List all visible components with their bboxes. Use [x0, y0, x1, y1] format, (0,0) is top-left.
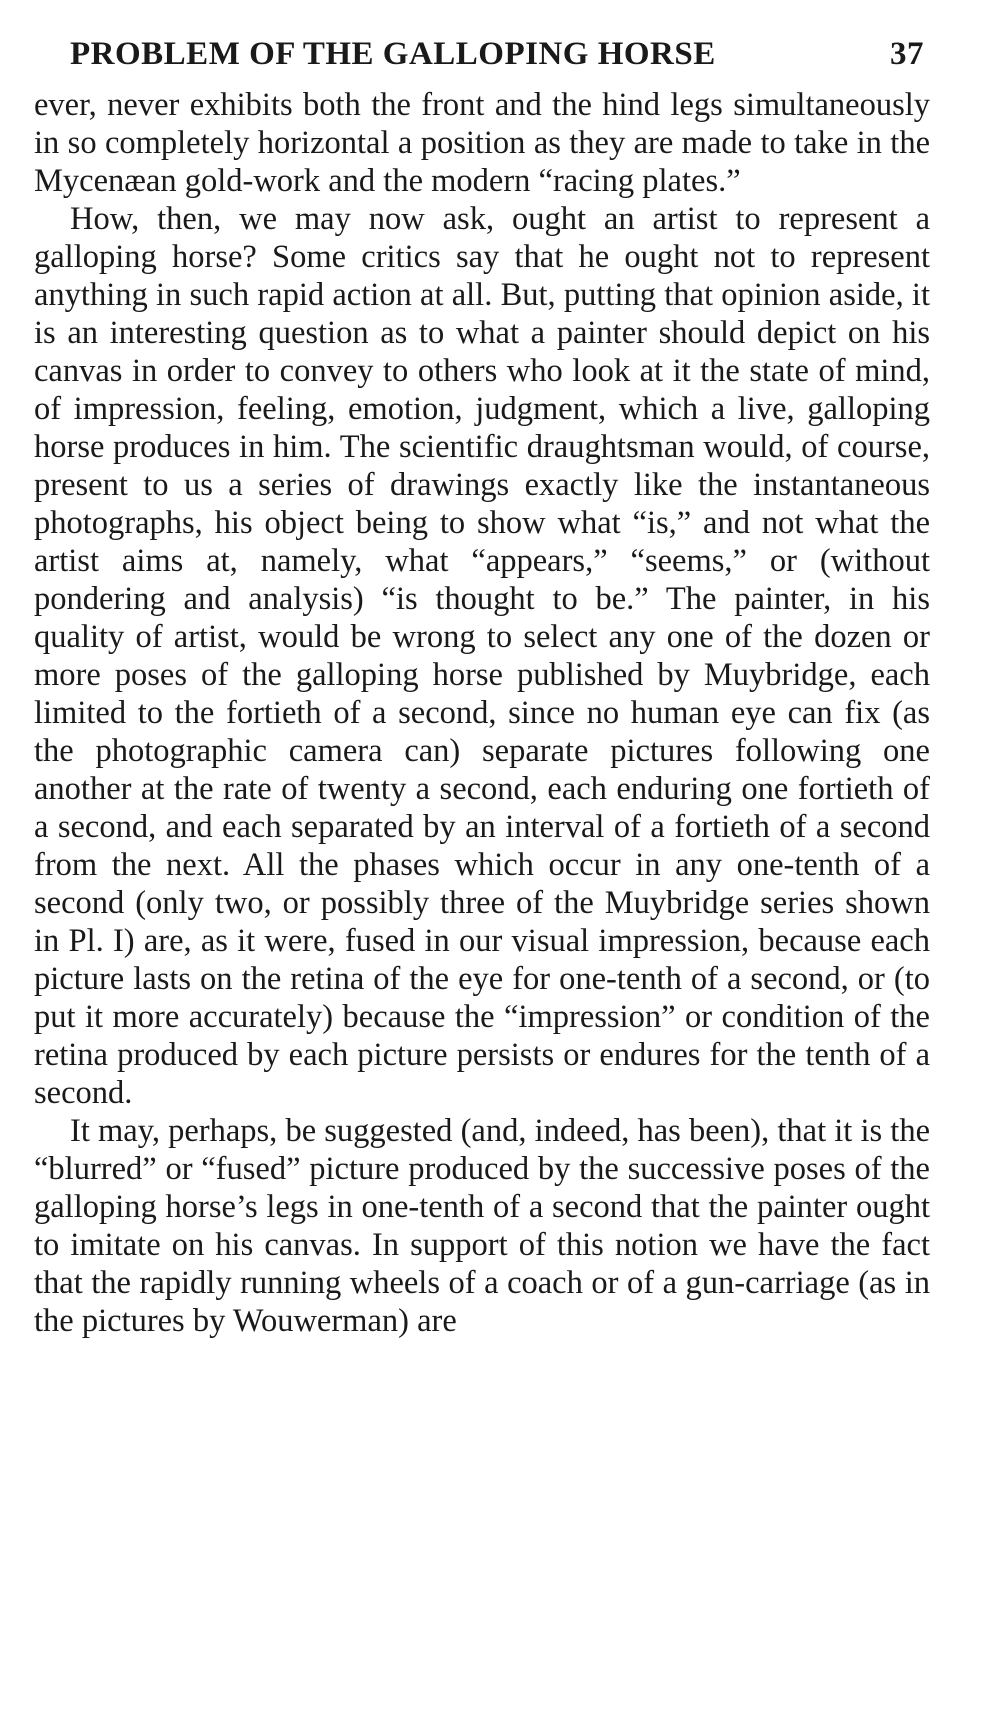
chapter-title: PROBLEM OF THE GALLOPING HORSE — [70, 36, 716, 72]
paragraph-continued: ever, never exhibits both the front and the hind legs simultaneously in so completely horizontal a position as they are made to take in the Mycenæan gold-work and the modern “racing plates.” — [34, 87, 930, 199]
paragraph: How, then, we may now ask, ought an artist to represent a galloping horse? Some critics say that he ought not to represent anything in such rapid action at all. But, putting that opinion aside, it is an interesting question as to what a painter should depict on his canvas in order to convey to others who look at it the state of mind, of impression, feeling, emotion, judgment, which a live, galloping horse produces in him. The scientific draughtsman would, of course, present to us a series of drawings exactly like the instantaneous photographs, his object being to show what “is,” and not what the artist aims at, namely, what “appears,” “seems,” or (without pondering and analysis) “is thought to be.” The painter, in his quality of artist, would be wrong to select any one of the dozen or more poses of the galloping horse published by Muybridge, each limited to the fortieth of a second, since no human eye can fix (as the photographic camera can) separate pictures following one another at the rate of twenty a second, each enduring one fortieth of a second, and each separated by an interval of a fortieth of a second from the next. All the phases which occur in any one-tenth of a second (only two, or possibly three of the Muybridge series shown in Pl. I) are, as it were, fused in our visual impression, because each picture lasts on the retina of the eye for one-tenth of a second, or (to put it more accurately) because the “impression” or condition of the retina produced by each picture persists or endures for the tenth of a second. — [34, 201, 930, 1111]
body-text — [34, 86, 930, 1340]
paragraph: It may, perhaps, be suggested (and, indeed, has been), that it is the “blurred” or “fused” picture produced by the successive poses of the galloping horse’s legs in one-tenth of a second that the painter ought to imitate on his canvas. In support of this notion we have the fact that the rapidly running wheels of a coach or of a gun-carriage (as in the pictures by Wouwerman) are — [34, 1113, 930, 1339]
page-number: 37 — [890, 36, 924, 72]
book-page — [34, 32, 930, 1340]
running-head — [34, 32, 930, 76]
